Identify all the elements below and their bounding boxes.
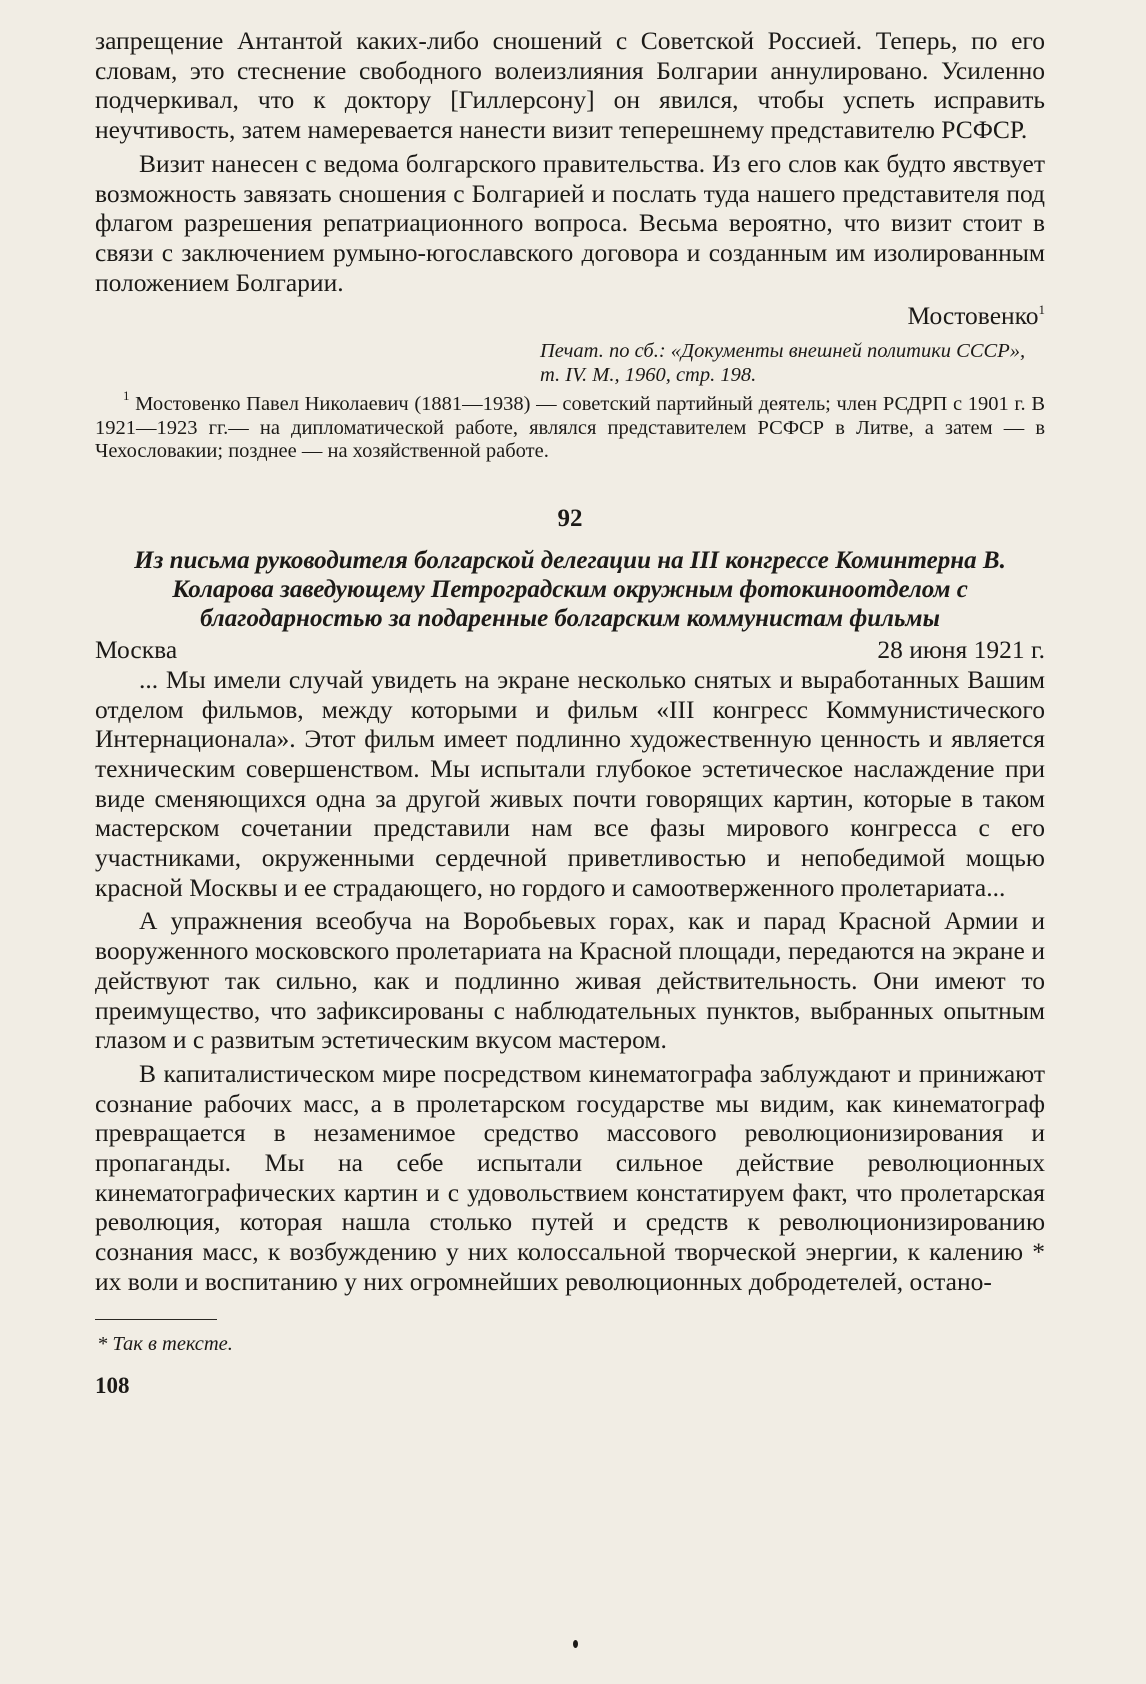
footnote-star: * Так в тексте. <box>97 1332 233 1355</box>
source-citation: Печат. по сб.: «Документы внешней политики СССР», т. IV. М., 1960, стр. 198. <box>540 340 1026 387</box>
footnote-1-mark: 1 <box>123 388 130 404</box>
document-place: Москва <box>95 634 178 664</box>
letter-paragraph-3: В капиталистическом мире посредством кинематографа заблуждают и принижают сознание рабочих масс, а в пролетарском государстве мы видим, как кинематограф превращается в незаменимое средство массового революционизирования и пропаганды. Мы на себе испытали сильное действие революционных кинематографических картин и с удовольствием констатируем факт, что пролетарская революция, которая нашла столько путей и средств к революционизированию сознания масс, к возбуждению у них колоссальной творческой энергии, к калению * их воли и воспитанию у них огромнейших революционных добродетелей, остано- <box>95 1058 1045 1296</box>
signature <box>95 301 1045 331</box>
place-date-line <box>95 635 1045 665</box>
footnote-1 <box>95 388 1045 464</box>
signature-footnote-mark: 1 <box>1038 302 1045 318</box>
continued-paragraph-1: запрещение Антантой каких-либо сношений с Советской Россией. Теперь, по его словам, это стеснение свободного волеизлияния Болгарии аннулировано. Усиленно подчеркивал, что к доктору [Гиллерсону] он явился, чтобы успеть исправить неучтивость, затем намеревается нанести визит теперешнему представителю РСФСР. <box>95 26 1045 145</box>
letter-paragraph-2: А упражнения всеобуча на Воробьевых горах, как и парад Красной Армии и вооруженного московского пролетариата на Красной площади, передаются на экране и действуют так сильно, как и подлинно живая действительность. Они имеют то преимущество, что зафиксированы с наблюдательных пунктов, выбранных опытным глазом и с развитым эстетическим вкусом мастером. <box>95 906 1045 1055</box>
document-date: 28 июня 1921 г. <box>877 634 1045 664</box>
letter-paragraph-1: ... Мы имели случай увидеть на экране несколько снятых и выработанных Вашим отделом фильмов, между которыми и фильм «III конгресс Коммунистического Интернационала». Этот фильм имеет подлинно художественную ценность и является техническим совершенством. Мы испытали глубокое эстетическое наслаждение при виде сменяющихся одна за другой живых почти говорящих картин, которые в таком мастерском сочетании представили нам все фазы мирового конгресса с его участниками, окруженными сердечной приветливостью и непобедимой мощью красной Москвы и ее страдающего, но гордого и самоотверженного пролетариата... <box>95 664 1045 902</box>
signature-name: Мостовенко <box>907 301 1039 331</box>
print-speck <box>573 1640 578 1648</box>
document-number: 92 <box>557 504 583 532</box>
footnote-divider <box>95 1319 217 1320</box>
book-page <box>95 26 1045 1666</box>
page-number: 108 <box>95 1372 130 1398</box>
footnote-1-text: Мостовенко Павел Николаевич (1881—1938) — советский партийный деятель; член РСДРП с 1901 г. В 1921—1923 гг.— на дипломатической работе, являлся представителем РСФСР в Литве, а затем — в Чехословакии; позднее — на хозяйственной работе. <box>95 393 1045 463</box>
continued-paragraph-2: Визит нанесен с ведома болгарского правительства. Из его слов как будто явствует возможность завязать сношения с Болгарией и послать туда нашего представителя под флагом разрешения репатриационного вопроса. Весьма вероятно, что визит стоит в связи с заключением румыно-югославского договора и созданным им изолированным положением Болгарии. <box>95 148 1045 297</box>
document-title: Из письма руководителя болгарской делегации на III конгрессе Коминтерна В. Коларова заведующему Петроградским окружным фотокиноотделом с благодарностью за подаренные болгарским коммунистам фильмы <box>134 546 1006 632</box>
